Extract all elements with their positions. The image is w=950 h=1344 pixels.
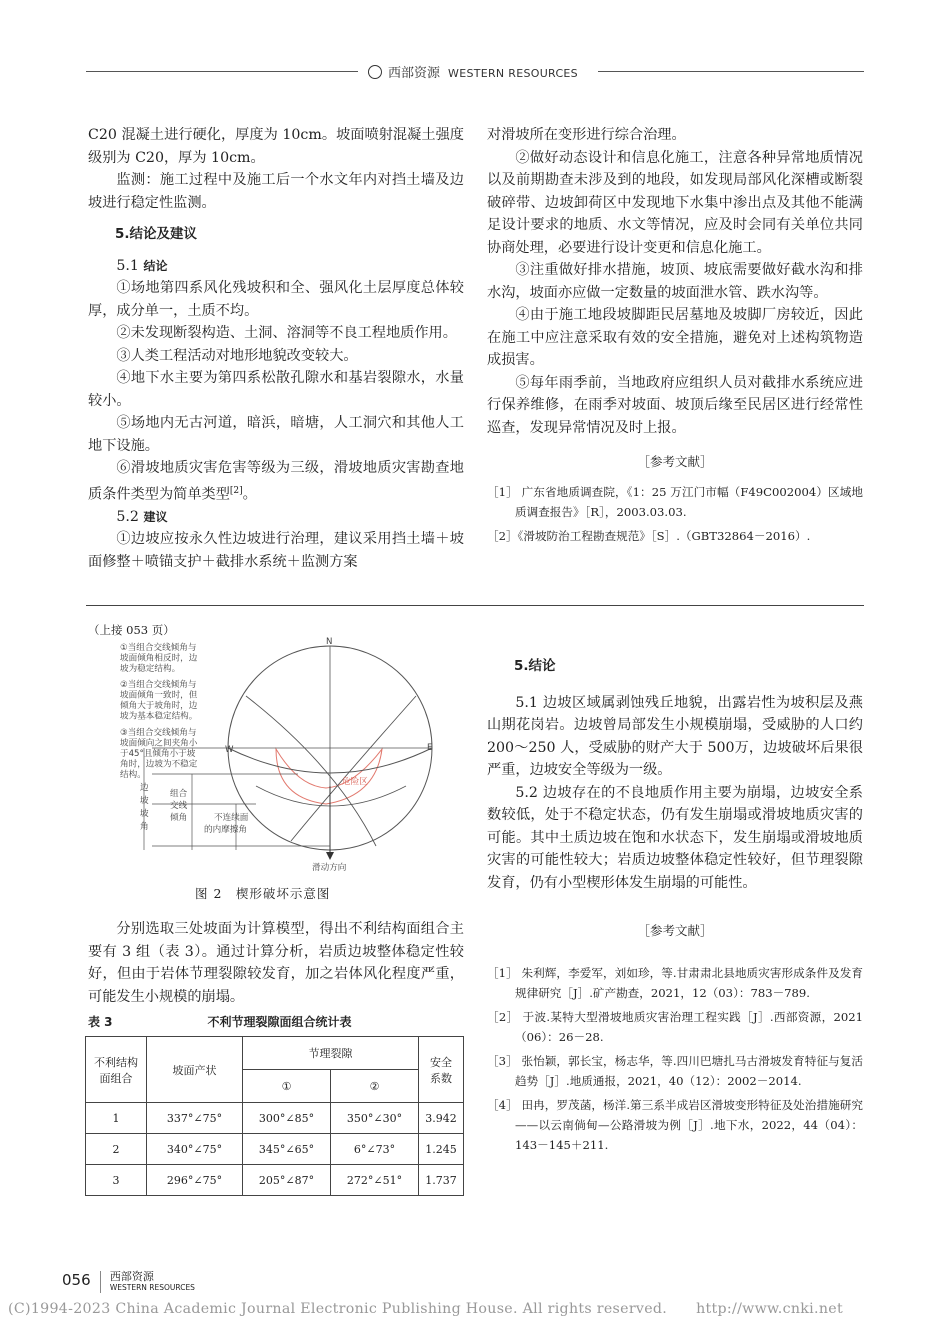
header-rule-right bbox=[598, 71, 864, 72]
running-header bbox=[368, 62, 578, 81]
wedge-failure-figure bbox=[86, 636, 466, 876]
table-row: 3 296°∠75° 205°∠87° 272°∠51° 1.737 bbox=[86, 1165, 464, 1196]
west-label: W bbox=[225, 745, 234, 755]
slope-angle-label: 边 坡 坡 角 bbox=[140, 783, 149, 832]
top-left-column bbox=[88, 124, 464, 573]
reference-item: ［4］ 田冉，罗茂菡，杨洋.第三系半成岩区滑坡变形特征及处治措施研究——以云南倘甸—公路滑坡为例［J］.地下水，2022，44（04）：143－145＋211. bbox=[487, 1097, 863, 1152]
table-row: 1 337°∠75° 300°∠85° 350°∠30° 3.942 bbox=[86, 1103, 464, 1134]
section-title: 5.结论 bbox=[514, 658, 556, 674]
slide-direction-label: 滑动方向 bbox=[312, 863, 347, 873]
reference-item: ［3］ 张怡颖，郭长宝，杨志华，等.四川巴塘扎马古滑坡发育特征与复活趋势［J］.地质通报，2021，40（12）：2002－2014. bbox=[487, 1053, 863, 1088]
subsection-number: 5.2 bbox=[116, 508, 139, 525]
conclusion-item: ④地下水主要为第四系松散孔隙水和基岩裂隙水，水量较小。 bbox=[88, 370, 464, 409]
conclusion-item: ③人类工程活动对地形地貌改变较大。 bbox=[116, 347, 358, 364]
reference-item: ［1］ 朱利辉，李爱军，刘如珍，等.甘肃肃北县地质灾害形成条件及发育规律研究［J］.矿产勘查，2021，12（03）：783－789. bbox=[487, 965, 863, 1000]
subsection-label: 结论 bbox=[143, 258, 168, 273]
citation: [2] bbox=[229, 485, 243, 496]
page-number: 056 bbox=[62, 1271, 91, 1289]
table-header-cell: 节理裂隙 bbox=[243, 1037, 419, 1070]
suggestion-item: ①边坡应按永久性边坡进行治理，建议采用挡土墙＋坡面修整＋喷锚支护＋截排水系统＋监测方案 bbox=[88, 531, 464, 570]
suggestion-item: ②做好动态设计和信息化施工，注意各种异常地质情况以及前期勘查未涉及到的地段，如发现局部风化深槽或断裂破碎带、边坡卸荷区中发现地下水集中渗出点及其他不能满足设计要求的地质、水文等情况，应及时会同有关单位共同协商处理，必要进行设计变更和信息化施工。 bbox=[487, 149, 863, 256]
subsection-title bbox=[88, 255, 464, 278]
paragraph: 监测：施工过程中及施工后一个水文年内对挡土墙及边坡进行稳定性监测。 bbox=[88, 172, 464, 211]
footer-journal-cn: 西部资源 bbox=[109, 1270, 154, 1283]
article-divider bbox=[86, 605, 864, 606]
east-label: E bbox=[427, 743, 433, 753]
combo-angle-label: 组合 交线 倾角 bbox=[170, 789, 188, 823]
table-header-cell: 安全 系数 bbox=[419, 1037, 464, 1103]
table-caption: 不利节理裂隙面组合统计表 bbox=[207, 1015, 352, 1029]
subsection-label: 建议 bbox=[143, 509, 168, 524]
copyright-notice: (C)1994-2023 China Academic Journal Electronic Publishing House. All rights reserved. http://www.cnki.net bbox=[8, 1301, 843, 1317]
paragraph: C20 混凝土进行硬化，厚度为 10cm。坡面喷射混凝土强度级别为 C20，厚为 10cm。 bbox=[88, 127, 464, 166]
suggestion-item: ④由于施工地段坡脚距民居墓地及坡脚厂房较近，因此在施工中应注意采取有效的安全措施，避免对上述构筑物造成损害。 bbox=[487, 307, 863, 368]
header-rule-left bbox=[86, 71, 358, 72]
conclusion-item: ①场地第四系风化残坡积和全、强风化土层厚度总体较厚，成分单一，土质不均。 bbox=[88, 280, 464, 319]
header-journal-cn: 西部资源 bbox=[388, 66, 441, 81]
conclusion-item: ②未发现断裂构造、土洞、溶洞等不良工程地质作用。 bbox=[116, 325, 457, 341]
table-3 bbox=[85, 1036, 464, 1196]
footer-journal-en: WESTERN RESOURCES bbox=[109, 1283, 195, 1292]
header-journal-en: WESTERN RESOURCES bbox=[448, 67, 578, 80]
journal-logo-icon bbox=[368, 65, 382, 79]
reference-item: ［2］《滑坡防治工程勘查规范》［S］.（GBT32864－2016）. bbox=[487, 528, 811, 543]
paragraph: 5.2 边坡存在的不良地质作用主要为崩塌，边坡安全系数较低，处于不稳定状态，仍有发生崩塌或滑坡地质灾害的可能。其中土质边坡在饱和水状态下，发生崩塌或滑坡地质灾害的可能性较大；岩质边坡整体稳定性较好，但节理裂隙发育，仍有小型楔形体发生崩塌的可能性。 bbox=[487, 784, 863, 891]
reference-item: ［2］ 于波.某特大型滑坡地质灾害治理工程实践［J］.西部资源，2021（06）：26－28. bbox=[487, 1009, 863, 1044]
conclusion-item: ⑤场地内无古河道，暗浜，暗塘，人工洞穴和其他人工地下设施。 bbox=[88, 415, 464, 454]
table-label: 表 3 bbox=[88, 1015, 113, 1029]
continued-note: （上接 053 页） bbox=[88, 623, 175, 637]
paragraph: 分别选取三处坡面为计算模型，得出不利结构面组合主要有 3 组（表 3）。通过计算分析，岩质边坡整体稳定性较好，但由于岩体节理裂隙较发育，加之岩体风化程度严重，可能发生小规模的崩塌。 bbox=[88, 921, 464, 1005]
conclusion-text: ⑥滑坡地质灾害危害等级为三级，滑坡地质灾害勘查地质条件类型为简单类型 bbox=[88, 460, 464, 503]
table-header-cell: ① bbox=[243, 1070, 331, 1103]
suggestion-item: ⑤每年雨季前，当地政府应组织人员对截排水系统应进行保养维修，在雨季对坡面、坡顶后缘至民居区进行经常性巡查，发现异常情况及时上报。 bbox=[487, 374, 863, 436]
figure-note-3: ③当组合交线倾角与 坡面倾向之间夹角小 于45°且倾角小于坡 角时，边坡为不稳定 结构。 bbox=[120, 728, 198, 780]
suggestion-item: ③注重做好排水措施，坡顶、坡底需要做好截水沟和排水沟，坡面亦应做一定数量的坡面泄水管、跌水沟等。 bbox=[487, 262, 863, 301]
figure-caption: 图 2 楔形破坏示意图 bbox=[195, 886, 331, 901]
table-header-cell: ② bbox=[331, 1070, 419, 1103]
page-footer bbox=[62, 1271, 195, 1293]
conclusion-item bbox=[88, 457, 464, 506]
bottom-left-text bbox=[88, 918, 464, 1008]
table-header-cell: 坡面产状 bbox=[147, 1037, 243, 1103]
figure-note-1: ①当组合交线倾角与 坡面倾角相反时，边 坡为稳定结构。 bbox=[120, 643, 198, 674]
references-title: ［参考文献］ bbox=[637, 923, 713, 938]
footer-divider bbox=[100, 1271, 101, 1293]
table-header-cell: 不利结构 面组合 bbox=[86, 1037, 147, 1103]
north-label: N bbox=[326, 637, 333, 647]
section-title: 5.结论及建议 bbox=[115, 226, 198, 242]
friction-angle-label: 不连续面 的内摩擦角 bbox=[204, 813, 249, 835]
reference-item: ［1］ 广东省地质调查院，《1：25 万江门市幅（F49C002004）区域地质调查报告》［R］，2003.03.03. bbox=[487, 484, 863, 519]
top-right-column bbox=[487, 124, 863, 550]
references-title: ［参考文献］ bbox=[637, 454, 713, 469]
conclusion-end: 。 bbox=[242, 486, 257, 503]
paragraph: 5.1 边坡区域属剥蚀残丘地貌，出露岩性为坡积层及燕山期花岗岩。边坡曾局部发生小规模崩塌，受威胁的人口约 200～250 人，受威胁的财产大于 500万，边坡破坏后果很严重，边坡安全等级为一级。 bbox=[487, 694, 863, 778]
table-row: 2 340°∠75° 345°∠65° 6°∠73° 1.245 bbox=[86, 1134, 464, 1165]
subsection-number: 5.1 bbox=[116, 257, 139, 274]
table-title bbox=[88, 1013, 352, 1030]
bottom-right-column bbox=[487, 646, 863, 1159]
danger-zone-label: 危险区 bbox=[342, 777, 368, 787]
plane-arc-2 bbox=[291, 696, 416, 841]
arrow-head bbox=[326, 852, 334, 860]
figure-note-2: ②当组合交线倾角与 坡面倾角一致时，但 倾角大于坡角时，边 坡为基本稳定结构。 bbox=[120, 680, 198, 722]
subsection-title bbox=[88, 506, 464, 529]
paragraph: 对滑坡所在变形进行综合治理。 bbox=[487, 127, 686, 143]
